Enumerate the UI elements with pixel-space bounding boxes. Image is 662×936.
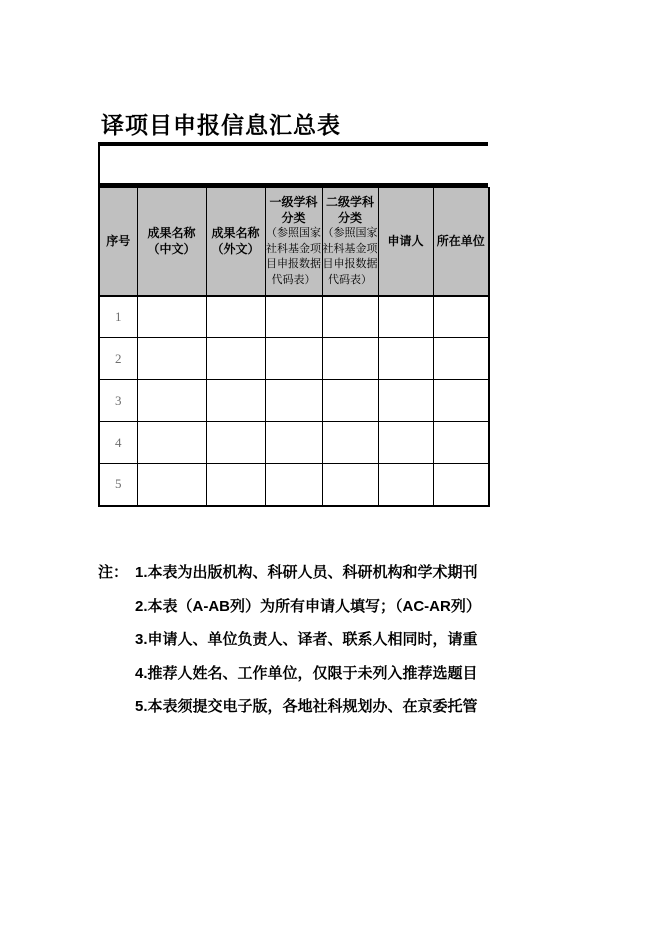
table-cell: [265, 296, 322, 338]
table-cell: [137, 380, 206, 422]
header-label: 二级学科分类: [325, 195, 374, 226]
table-row: [99, 338, 489, 380]
table-cell: [322, 380, 378, 422]
table-cell: [378, 296, 433, 338]
page-title: 译项目申报信息汇总表: [101, 112, 341, 138]
table-cell: [433, 464, 489, 506]
table-row: [99, 464, 489, 506]
table-cell: [206, 422, 265, 464]
header-label: 成果名称（中文）: [147, 226, 196, 257]
table-cell: [137, 338, 206, 380]
table-cell: [433, 422, 489, 464]
table-cell: [433, 380, 489, 422]
table-row: [99, 422, 489, 464]
header-label: 申请人: [387, 234, 424, 249]
summary-table: [98, 187, 490, 507]
header-cell-result-name-cn: [137, 188, 206, 296]
table-cell: [265, 338, 322, 380]
blank-merged-row: [98, 146, 486, 183]
summary-table-wrapper: [98, 187, 490, 507]
header-sublabel: （参照国家社科基金项目申报数据代码表）: [266, 227, 321, 286]
header-sublabel: （参照国家社科基金项目申报数据代码表）: [322, 227, 378, 286]
header-label: 序号: [106, 234, 131, 249]
table-row: [99, 296, 489, 338]
table-cell: [322, 296, 378, 338]
header-cell-result-name-foreign: [206, 188, 265, 296]
note-line: 5.本表须提交电子版，各地社科规划办、在京委托管: [135, 698, 478, 715]
serial-cell: 3: [99, 380, 137, 422]
table-cell: [137, 422, 206, 464]
serial-cell: 5: [99, 464, 137, 506]
header-row: [99, 188, 489, 296]
table-cell: [206, 338, 265, 380]
table-cell: [378, 422, 433, 464]
table-cell: [265, 380, 322, 422]
header-cell-applicant: [378, 188, 433, 296]
table-row: [99, 380, 489, 422]
note-line: 2.本表（A-AB列）为所有申请人填写；（AC-AR列）: [135, 597, 481, 615]
header-label: 一级学科分类: [269, 195, 318, 226]
header-label: 成果名称（外文）: [211, 226, 260, 257]
table-cell: [378, 338, 433, 380]
table-cell: [322, 422, 378, 464]
notes-section: [98, 556, 487, 724]
serial-cell: 4: [99, 422, 137, 464]
table-cell: [433, 296, 489, 338]
header-cell-organization: [433, 188, 489, 296]
table-cell: [265, 422, 322, 464]
serial-cell: 2: [99, 338, 137, 380]
table-cell: [206, 296, 265, 338]
table-cell: [137, 464, 206, 506]
table-cell: [206, 380, 265, 422]
table-cell: [206, 464, 265, 506]
serial-cell: 1: [99, 296, 137, 338]
header-label: 所在单位: [436, 234, 485, 249]
table-cell: [378, 380, 433, 422]
table-cell: [378, 464, 433, 506]
note-lines: [135, 556, 487, 724]
note-line: 1.本表为出版机构、科研人员、科研机构和学术期刊: [135, 564, 478, 581]
header-cell-discipline-level1: [265, 188, 322, 296]
table-cell: [137, 296, 206, 338]
header-cell-discipline-level2: [322, 188, 378, 296]
note-line: 4.推荐人姓名、工作单位，仅限于未列入推荐选题目: [135, 664, 478, 682]
table-cell: [322, 338, 378, 380]
notes-label: 注：: [98, 564, 129, 581]
table-cell: [322, 464, 378, 506]
header-cell-serial: [99, 188, 137, 296]
table-cell: [433, 338, 489, 380]
table-cell: [265, 464, 322, 506]
note-line: 3.申请人、单位负责人、译者、联系人相同时，请重: [135, 631, 478, 648]
